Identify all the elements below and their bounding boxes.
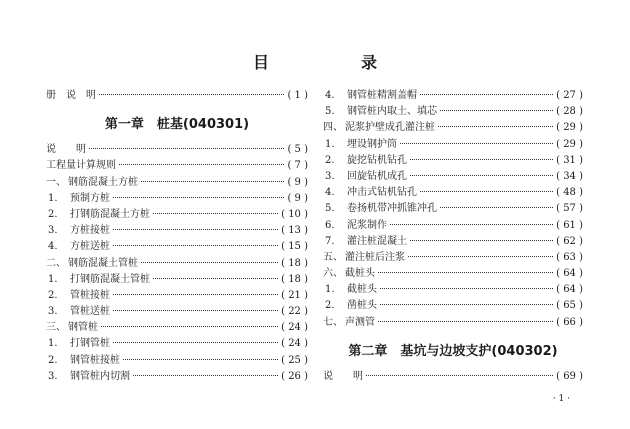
toc-entry[interactable] [323, 315, 583, 331]
toc-entry[interactable] [46, 336, 308, 352]
toc-entry-label: 钢管桩内切割 [70, 370, 130, 382]
toc-entry[interactable] [323, 266, 583, 282]
toc-entry-number: 5. [325, 106, 335, 118]
dot-leader [113, 293, 278, 295]
toc-entry-label: 钢管桩内取土、填芯 [347, 106, 437, 118]
toc-entry-label: 泥浆制作 [347, 219, 387, 231]
dot-leader [153, 277, 278, 279]
toc-entry[interactable] [323, 185, 583, 201]
toc-entry-page: ( 22 ) [281, 306, 308, 318]
toc-entry-page: ( 21 ) [281, 289, 308, 301]
dot-leader [123, 358, 278, 360]
toc-entry-label: 埋设钢护筒 [347, 138, 397, 150]
toc-entry-number: 七、 [323, 316, 343, 328]
toc-entry[interactable] [323, 169, 583, 185]
toc-entry-page: ( 7 ) [287, 160, 308, 172]
toc-entry-label: 泥浆护壁成孔灌注桩 [345, 122, 435, 134]
toc-entry[interactable] [46, 239, 308, 255]
dot-leader [420, 93, 553, 95]
toc-entry-number: 3. [325, 170, 335, 182]
dot-leader [133, 374, 278, 376]
toc-entry-label: 管桩送桩 [70, 306, 110, 318]
toc-entry[interactable] [323, 137, 583, 153]
dot-leader [420, 190, 553, 192]
toc-entry[interactable] [323, 250, 583, 266]
toc-entry-label: 册 说 明 [46, 90, 96, 101]
dot-leader [113, 196, 284, 198]
toc-entry-number: 六、 [323, 268, 343, 280]
toc-entry-number: 3. [48, 370, 58, 382]
toc-entry-number: 3. [48, 306, 58, 318]
dot-leader [408, 255, 553, 257]
toc-entry-label: 工程量计算规则 [46, 160, 116, 172]
toc-entry-page: ( 48 ) [556, 187, 583, 199]
toc-entry-page: ( 13 ) [281, 225, 308, 237]
toc-entry-number: 7. [325, 235, 335, 247]
dot-leader [410, 174, 553, 176]
toc-entry-number: 2. [48, 354, 58, 366]
toc-left-column [46, 88, 308, 385]
toc-entry-label: 回旋钻机成孔 [347, 170, 407, 182]
toc-entry-label: 截桩头 [347, 284, 377, 296]
toc-entry-number: 4. [325, 187, 335, 199]
toc-entry-page: ( 10 ) [281, 208, 308, 220]
toc-entry[interactable] [323, 153, 583, 169]
toc-right-column [323, 88, 583, 385]
toc-entry-page: ( 24 ) [281, 338, 308, 350]
dot-leader [99, 93, 284, 95]
toc-entry-page: ( 27 ) [556, 90, 583, 101]
dot-leader [113, 309, 278, 311]
toc-entry-page: ( 61 ) [556, 219, 583, 231]
toc-entry-number: 一、 [46, 176, 66, 188]
toc-entry-number: 二、 [46, 257, 66, 269]
toc-entry-number: 三、 [46, 322, 66, 334]
toc-entry[interactable] [46, 256, 308, 272]
toc-entry-number: 1. [48, 338, 58, 350]
toc-entry-page: ( 18 ) [281, 257, 308, 269]
toc-entry-page: ( 69 ) [556, 370, 583, 382]
page-number: · 1 · [552, 394, 570, 404]
toc-entry-page: ( 9 ) [287, 192, 308, 204]
toc-entry-number: 5. [325, 203, 335, 215]
toc-entry-label: 说 明 [323, 370, 363, 382]
dot-leader [380, 303, 553, 305]
toc-entry-number: 2. [325, 154, 335, 166]
toc-entry-label: 灌注桩混凝土 [347, 235, 407, 247]
toc-entry-label: 预制方桩 [70, 192, 110, 204]
toc-entry-label: 打钢筋混凝土方桩 [70, 208, 150, 220]
toc-entry-label: 冲击式钻机钻孔 [347, 187, 417, 199]
toc-entry[interactable] [323, 218, 583, 234]
toc-entry-page: ( 26 ) [281, 370, 308, 382]
toc-entry-number: 1. [325, 138, 335, 150]
toc-entry-number: 4. [48, 241, 58, 253]
dot-leader [440, 109, 553, 111]
chapter-heading: 第二章 基坑与边坡支护(040302) [348, 343, 558, 359]
toc-entry[interactable] [46, 288, 308, 304]
dot-leader [141, 180, 284, 182]
toc-entry-label: 截桩头 [345, 268, 375, 280]
dot-leader [113, 341, 278, 343]
dot-leader [378, 320, 553, 322]
toc-entry-label: 钢管桩精割盖帽 [347, 90, 417, 101]
dot-leader [380, 287, 553, 289]
toc-entry-label: 钢管桩接桩 [70, 354, 120, 366]
dot-leader [113, 228, 278, 230]
toc-entry[interactable] [46, 353, 308, 369]
toc-entry-page: ( 9 ) [287, 176, 308, 188]
toc-entry-page: ( 62 ) [556, 235, 583, 247]
toc-entry[interactable] [323, 234, 583, 250]
toc-entry-number: 四、 [323, 122, 343, 134]
toc-entry-label: 钢管桩 [68, 322, 98, 334]
toc-entry[interactable] [323, 120, 583, 136]
page-title: 目 录 [252, 53, 415, 72]
toc-entry-page: ( 15 ) [281, 241, 308, 253]
toc-entry-page: ( 29 ) [556, 138, 583, 150]
toc-entry[interactable] [46, 175, 308, 191]
dot-leader [410, 239, 553, 241]
chapter-heading: 第一章 桩基(040301) [104, 117, 250, 133]
toc-entry-page: ( 29 ) [556, 122, 583, 134]
toc-entry[interactable] [323, 88, 583, 104]
toc-entry[interactable] [46, 320, 308, 336]
toc-entry[interactable] [46, 369, 308, 385]
toc-entry-label: 方桩接桩 [70, 225, 110, 237]
toc-entry[interactable] [323, 298, 583, 314]
toc-entry-label: 打钢筋混凝土管桩 [70, 273, 150, 285]
toc-entry-page: ( 63 ) [556, 251, 583, 263]
toc-entry-label: 灌注桩后注浆 [345, 251, 405, 263]
toc-entry-page: ( 1 ) [287, 90, 308, 101]
dot-leader [89, 147, 284, 149]
toc-entry-page: ( 28 ) [556, 106, 583, 118]
toc-entry-page: ( 66 ) [556, 316, 583, 328]
dot-leader [153, 212, 278, 214]
toc-entry-number: 2. [48, 208, 58, 220]
dot-leader [366, 374, 553, 376]
toc-entry-label: 旋挖钻机钻孔 [347, 154, 407, 166]
toc-entry[interactable] [46, 304, 308, 320]
toc-entry[interactable] [46, 142, 308, 158]
dot-leader [378, 271, 553, 273]
toc-entry[interactable] [323, 369, 583, 385]
toc-entry-page: ( 31 ) [556, 154, 583, 166]
toc-entry[interactable] [46, 88, 308, 104]
toc-entry-page: ( 34 ) [556, 170, 583, 182]
toc-entry-page: ( 57 ) [556, 203, 583, 215]
toc-entry[interactable] [323, 201, 583, 217]
toc-entry-page: ( 5 ) [287, 144, 308, 156]
dot-leader [141, 261, 278, 263]
toc-entry-number: 2. [48, 289, 58, 301]
toc-entry-page: ( 18 ) [281, 273, 308, 285]
toc-entry[interactable] [323, 104, 583, 120]
toc-entry-number: 五、 [323, 251, 343, 263]
toc-entry-label: 凿桩头 [347, 300, 377, 312]
toc-entry-label: 打钢管桩 [70, 338, 110, 350]
toc-entry-number: 4. [325, 90, 335, 101]
toc-entry-label: 钢筋混凝土管桩 [68, 257, 138, 269]
toc-entry[interactable] [323, 282, 583, 298]
toc-entry-label: 方桩送桩 [70, 241, 110, 253]
toc-entry[interactable] [46, 272, 308, 288]
toc-entry-label: 管桩接桩 [70, 289, 110, 301]
dot-leader [390, 223, 553, 225]
toc-entry-number: 6. [325, 219, 335, 231]
toc-entry-page: ( 25 ) [281, 354, 308, 366]
toc-entry[interactable] [46, 207, 308, 223]
toc-entry-label: 钢筋混凝土方桩 [68, 176, 138, 188]
toc-entry-number: 1. [325, 284, 335, 296]
toc-entry-page: ( 64 ) [556, 268, 583, 280]
toc-entry-page: ( 65 ) [556, 300, 583, 312]
dot-leader [410, 158, 553, 160]
dot-leader [440, 206, 553, 208]
toc-entry-number: 1. [48, 192, 58, 204]
dot-leader [438, 125, 553, 127]
toc-entry-label: 声测管 [345, 316, 375, 328]
toc-entry[interactable] [46, 223, 308, 239]
toc-entry-number: 1. [48, 273, 58, 285]
toc-entry-number: 3. [48, 225, 58, 237]
dot-leader [101, 325, 278, 327]
dot-leader [119, 163, 284, 165]
toc-entry[interactable] [46, 191, 308, 207]
toc-entry-page: ( 64 ) [556, 284, 583, 296]
dot-leader [113, 244, 278, 246]
toc-entry[interactable] [46, 158, 308, 174]
dot-leader [400, 142, 553, 144]
toc-entry-number: 2. [325, 300, 335, 312]
toc-entry-page: ( 24 ) [281, 322, 308, 334]
toc-entry-label: 说 明 [46, 144, 86, 156]
toc-entry-label: 卷扬机带冲抓锥冲孔 [347, 203, 437, 215]
